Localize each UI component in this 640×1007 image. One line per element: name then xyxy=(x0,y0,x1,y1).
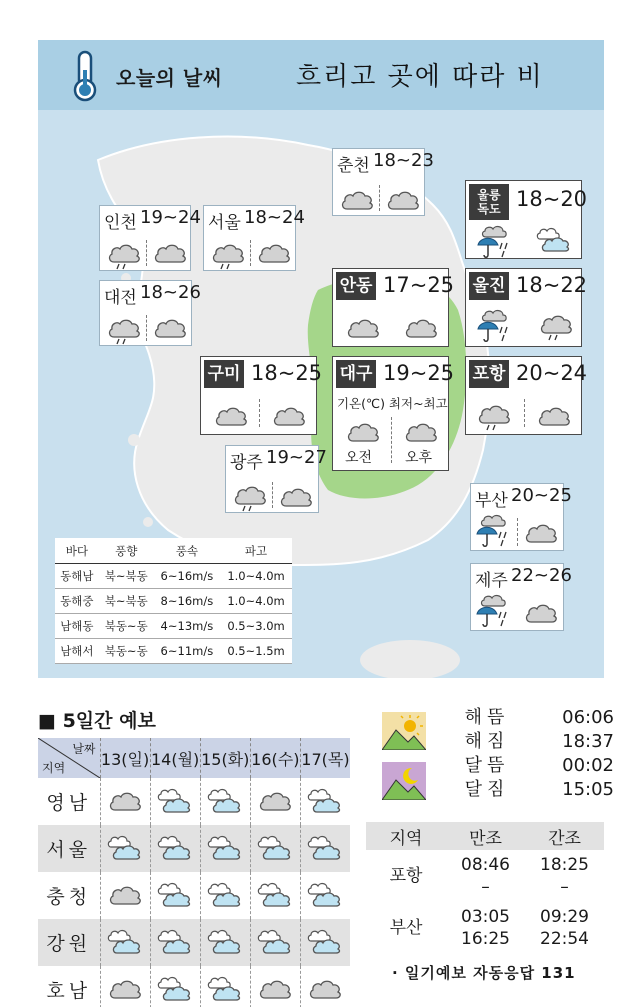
forecast-body xyxy=(38,778,350,1007)
tide-time: 09:29 xyxy=(540,907,589,927)
divider xyxy=(391,417,392,463)
forecast-cell xyxy=(200,872,250,919)
divider xyxy=(146,315,147,341)
partly-cloudy-icon xyxy=(157,786,193,818)
tide-time: 16:25 xyxy=(461,929,510,949)
tide-high xyxy=(446,850,525,898)
forecast-cell xyxy=(250,966,300,1007)
city-name: 대전 xyxy=(104,288,137,308)
partly-cloudy-icon xyxy=(157,974,193,1006)
cloud-icon xyxy=(257,974,293,1006)
sea-cell: 남해동 xyxy=(55,614,99,639)
forecast-day: 15(화) xyxy=(200,738,250,778)
city-name-tag: 대구 xyxy=(336,360,376,388)
partly-cloudy-icon xyxy=(257,927,293,959)
forecast-cell xyxy=(300,966,350,1007)
city-name: 춘천 xyxy=(337,156,370,176)
tide-time: 03:05 xyxy=(461,907,510,927)
auto-response-line: · 일기예보 자동응답 131 xyxy=(392,964,576,982)
forecast-cell xyxy=(250,825,300,872)
city-name-line1: 울릉 xyxy=(477,188,501,202)
sea-header: 풍향 xyxy=(99,538,154,564)
forecast-row xyxy=(38,778,350,825)
sea-cell: 1.0~4.0m xyxy=(220,564,292,589)
cloud-icon xyxy=(278,482,314,514)
sea-cell: 북동~동 xyxy=(99,639,154,664)
forecast-cell xyxy=(100,872,150,919)
partly-cloudy-icon xyxy=(257,833,293,865)
city-name: 부산 xyxy=(475,491,508,511)
city-temps: 20~24 xyxy=(516,361,588,385)
forecast-cell xyxy=(100,778,150,825)
map-jeju xyxy=(360,640,460,678)
tide-time: – xyxy=(560,877,569,897)
city-temps: 18~25 xyxy=(251,361,323,385)
cloud-icon xyxy=(213,401,249,433)
cloud-icon xyxy=(536,401,572,433)
sea-cell: 동해중 xyxy=(55,589,99,614)
sea-cell: 8~16m/s xyxy=(154,589,220,614)
thermometer-icon xyxy=(70,50,100,102)
tide-time: 22:54 xyxy=(540,929,589,949)
partly-cloudy-icon xyxy=(207,880,243,912)
tide-place: 포항 xyxy=(389,866,423,886)
city-temps: 22~26 xyxy=(511,565,572,586)
forecast-region: 호남 xyxy=(38,966,100,1007)
forecast-cell xyxy=(250,919,300,966)
partly-cloudy-icon xyxy=(307,927,343,959)
sea-cell: 북~북동 xyxy=(99,589,154,614)
cloud-icon xyxy=(257,786,293,818)
tide-table xyxy=(366,822,604,950)
tide-time: 18:25 xyxy=(540,855,589,875)
forecast-region: 서울 xyxy=(38,825,100,872)
sun-moon-time: 18:37 xyxy=(562,731,614,752)
sea-cell: 6~16m/s xyxy=(154,564,220,589)
forecast-cell xyxy=(100,966,150,1007)
forecast-table xyxy=(38,738,350,1007)
city-temps: 19~24 xyxy=(140,207,201,228)
sea-cell: 0.5~3.0m xyxy=(220,614,292,639)
sun-moon-time: 06:06 xyxy=(562,707,614,728)
sun-moon-time: 15:05 xyxy=(562,779,614,800)
city-card-uljin xyxy=(465,268,588,347)
tide-place: 부산 xyxy=(389,918,423,938)
cloud-icon xyxy=(385,185,421,217)
tide-header: 만조 xyxy=(446,822,525,850)
tide-low xyxy=(525,850,604,898)
forecast-cell xyxy=(100,919,150,966)
corner-region-label: 지역 xyxy=(42,761,66,775)
partly-cloudy-icon xyxy=(107,833,143,865)
forecast-cell xyxy=(100,825,150,872)
forecast-cell xyxy=(200,825,250,872)
forecast-header-row xyxy=(38,738,350,778)
city-name-tag xyxy=(469,184,509,220)
sun-moon-times xyxy=(440,706,614,802)
forecast-region: 영남 xyxy=(38,778,100,825)
tide-low xyxy=(525,898,604,950)
forecast-cell xyxy=(250,872,300,919)
sea-header: 바다 xyxy=(55,538,99,564)
forecast-region: 강원 xyxy=(38,919,100,966)
sun-moon-row xyxy=(440,730,614,754)
cloud-icon xyxy=(523,518,559,550)
rain-cloud-icon xyxy=(476,399,512,437)
city-name: 광주 xyxy=(230,453,263,473)
forecast-cell xyxy=(150,825,200,872)
city-card-jeju xyxy=(470,563,572,631)
sea-cell: 북~북동 xyxy=(99,564,154,589)
forecast-row xyxy=(38,919,350,966)
sea-cell: 4~13m/s xyxy=(154,614,220,639)
forecast-day: 14(월) xyxy=(150,738,200,778)
forecast-cell xyxy=(200,778,250,825)
sun-moon-row xyxy=(440,754,614,778)
city-temps: 17~25 xyxy=(383,273,455,297)
city-temps: 18~20 xyxy=(516,187,588,211)
city-card-andong xyxy=(332,268,455,347)
city-temps: 18~24 xyxy=(244,207,305,228)
city-card-gumi xyxy=(200,356,323,435)
umbrella-rain-icon xyxy=(476,225,514,265)
rain-cloud-icon xyxy=(210,238,246,276)
forecast-day: 16(수) xyxy=(250,738,300,778)
city-temps: 18~23 xyxy=(373,150,434,171)
cloud-icon xyxy=(403,313,439,345)
forecast-row xyxy=(38,872,350,919)
partly-cloudy-icon xyxy=(207,974,243,1006)
am-label: 오전 xyxy=(345,450,373,466)
city-card-chuncheon xyxy=(332,148,434,216)
cloud-icon xyxy=(307,974,343,1006)
city-card-daejeon xyxy=(99,280,201,346)
temp-legend: 기온(℃) 최저~최고 xyxy=(337,396,448,411)
forecast-cell xyxy=(300,872,350,919)
divider xyxy=(146,240,147,266)
tide-header: 지역 xyxy=(366,822,446,850)
forecast-day: 13(일) xyxy=(100,738,150,778)
sea-row xyxy=(55,614,292,639)
tide-header-row xyxy=(366,822,604,850)
forecast-cell xyxy=(150,872,200,919)
cloud-icon xyxy=(152,313,188,345)
divider xyxy=(524,399,525,427)
sea-header: 파고 xyxy=(220,538,292,564)
partly-cloudy-icon xyxy=(107,927,143,959)
partly-cloudy-icon xyxy=(207,786,243,818)
tide-time: – xyxy=(481,877,490,897)
divider xyxy=(259,399,260,427)
tide-row xyxy=(366,850,604,898)
divider xyxy=(272,482,273,508)
umbrella-rain-icon xyxy=(475,594,513,634)
partly-cloudy-icon xyxy=(157,927,193,959)
divider xyxy=(517,518,518,546)
forecast-day: 17(목) xyxy=(300,738,350,778)
city-temps: 19~27 xyxy=(266,447,327,468)
rain-cloud-icon xyxy=(232,480,268,518)
partly-cloudy-icon xyxy=(157,833,193,865)
partly-cloudy-icon xyxy=(207,927,243,959)
city-card-ulleung xyxy=(465,180,588,259)
sea-row xyxy=(55,589,292,614)
forecast-row xyxy=(38,966,350,1007)
tide-high xyxy=(446,898,525,950)
forecast-cell xyxy=(150,966,200,1007)
cloud-icon xyxy=(107,786,143,818)
cloud-icon xyxy=(152,238,188,270)
rain-cloud-icon xyxy=(106,238,142,276)
sea-cell: 1.0~4.0m xyxy=(220,589,292,614)
city-card-pohang xyxy=(465,356,588,435)
weather-summary: 흐리고 곳에 따라 비 xyxy=(296,62,544,92)
cloud-icon xyxy=(345,417,381,449)
cloud-icon xyxy=(107,880,143,912)
sun-moon-label: 달뜸 xyxy=(464,755,510,776)
forecast-cell xyxy=(150,919,200,966)
city-name-tag: 포항 xyxy=(469,360,509,388)
sea-header: 풍속 xyxy=(154,538,220,564)
forecast-cell xyxy=(250,778,300,825)
sun-moon-label: 해뜸 xyxy=(464,707,510,728)
cloud-icon xyxy=(339,185,375,217)
partly-cloudy-icon xyxy=(307,786,343,818)
forecast-cell xyxy=(300,778,350,825)
tide-header: 간조 xyxy=(525,822,604,850)
city-temps: 18~26 xyxy=(140,282,201,303)
forecast-cell xyxy=(200,919,250,966)
partly-cloudy-icon xyxy=(307,833,343,865)
partly-cloudy-icon xyxy=(257,880,293,912)
forecast-cell xyxy=(200,966,250,1007)
moon-mountain-icon xyxy=(382,762,426,800)
sun-moon-row xyxy=(440,778,614,802)
rain-cloud-icon xyxy=(538,309,574,347)
sea-cell: 0.5~1.5m xyxy=(220,639,292,664)
forecast-row xyxy=(38,825,350,872)
cloud-icon xyxy=(523,598,559,630)
corner-date-label: 날짜 xyxy=(72,742,96,756)
sun-moon-label: 해짐 xyxy=(464,731,510,752)
map-header xyxy=(38,40,604,110)
sea-conditions-table xyxy=(55,538,292,664)
city-card-daegu xyxy=(332,356,455,471)
city-temps: 18~22 xyxy=(516,273,588,297)
umbrella-rain-icon xyxy=(476,309,514,349)
pm-label: 오후 xyxy=(405,450,433,466)
partly-cloudy-icon xyxy=(307,880,343,912)
city-name-line2: 독도 xyxy=(477,202,501,216)
sun-moon-time: 00:02 xyxy=(562,755,614,776)
divider xyxy=(379,185,380,211)
sea-row xyxy=(55,639,292,664)
sea-cell: 남해서 xyxy=(55,639,99,664)
city-name-tag: 울진 xyxy=(469,272,509,300)
partly-cloudy-icon xyxy=(207,833,243,865)
cloud-icon xyxy=(345,313,381,345)
city-name: 제주 xyxy=(475,571,508,591)
city-card-gwangju xyxy=(225,445,327,513)
sea-header-row xyxy=(55,538,292,564)
city-name: 서울 xyxy=(208,213,241,233)
sun-mountain-icon xyxy=(382,712,426,750)
cloud-icon xyxy=(107,974,143,1006)
partly-cloudy-icon xyxy=(157,880,193,912)
forecast-title: ■ 5일간 예보 xyxy=(38,710,156,732)
partly-cloudy-icon xyxy=(536,225,572,257)
cloud-icon xyxy=(271,401,307,433)
sea-cell: 동해남 xyxy=(55,564,99,589)
sea-cell: 6~11m/s xyxy=(154,639,220,664)
forecast-cell xyxy=(300,919,350,966)
sea-row xyxy=(55,564,292,589)
city-name-tag: 구미 xyxy=(204,360,244,388)
forecast-cell xyxy=(150,778,200,825)
city-temps: 19~25 xyxy=(383,361,455,385)
cloud-icon xyxy=(403,417,439,449)
tide-time: 08:46 xyxy=(461,855,510,875)
tide-row xyxy=(366,898,604,950)
divider xyxy=(250,240,251,266)
city-card-seoul xyxy=(203,205,305,271)
forecast-corner xyxy=(38,738,100,778)
header-label: 오늘의 날씨 xyxy=(116,66,223,90)
forecast-cell xyxy=(300,825,350,872)
umbrella-rain-icon xyxy=(475,514,513,554)
sun-moon-row xyxy=(440,706,614,730)
city-card-incheon xyxy=(99,205,201,271)
sun-moon-label: 달짐 xyxy=(464,779,510,800)
cloud-icon xyxy=(256,238,292,270)
city-name: 인천 xyxy=(104,213,137,233)
rain-cloud-icon xyxy=(106,313,142,351)
city-name-tag: 안동 xyxy=(336,272,376,300)
city-card-busan xyxy=(470,483,572,551)
forecast-region: 충청 xyxy=(38,872,100,919)
sea-cell: 북동~동 xyxy=(99,614,154,639)
city-temps: 20~25 xyxy=(511,485,572,506)
